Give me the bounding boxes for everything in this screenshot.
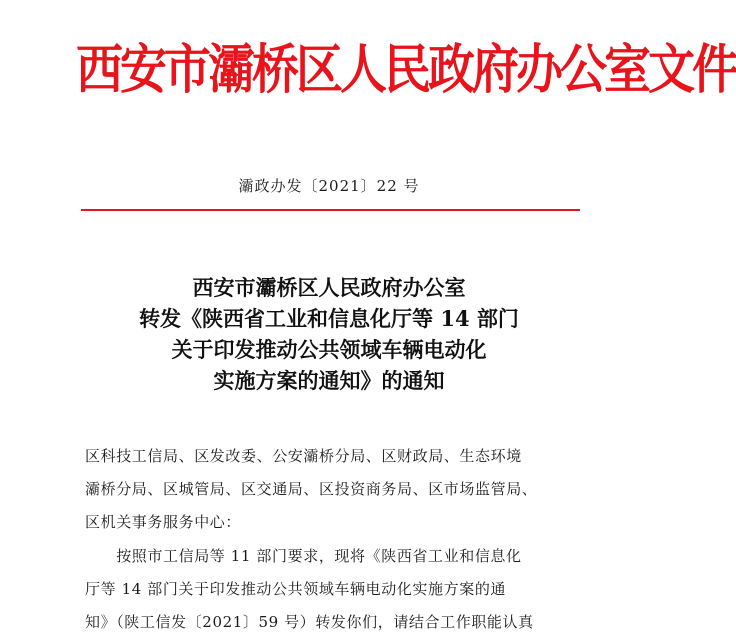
document-masthead: 西安市灞桥区人民政府办公室文件: [76, 39, 736, 102]
recipients-line: 灞桥分局、区城管局、区交通局、区投资商务局、区市场监管局、: [85, 480, 538, 498]
body-paragraph-line: 按照市工信局等 11 部门要求，现将《陕西省工业和信息化: [85, 547, 522, 565]
notice-title-line: 实施方案的通知》的通知: [213, 368, 445, 393]
body-paragraph-line: 厅等 14 部门关于印发推动公共领域车辆电动化实施方案的通: [85, 580, 507, 598]
notice-title-line: 西安市灞桥区人民政府办公室: [192, 275, 466, 300]
notice-title-line: 关于印发推动公共领域车辆电动化: [171, 337, 487, 362]
recipients-line: 区科技工信局、区发改委、公安灞桥分局、区财政局、生态环境: [85, 447, 522, 465]
body-paragraph-line: 知》（陕工信发〔2021〕59 号）转发你们，请结合工作职能认真: [85, 613, 534, 631]
document-number: 灞政办发〔2021〕22 号: [238, 177, 420, 195]
notice-title: [60, 272, 598, 396]
notice-title-line: 转发《陕西省工业和信息化厅等 14 部门: [139, 306, 519, 331]
masthead-divider: [81, 209, 580, 211]
recipients-line: 区机关事务服务中心：: [85, 513, 242, 531]
